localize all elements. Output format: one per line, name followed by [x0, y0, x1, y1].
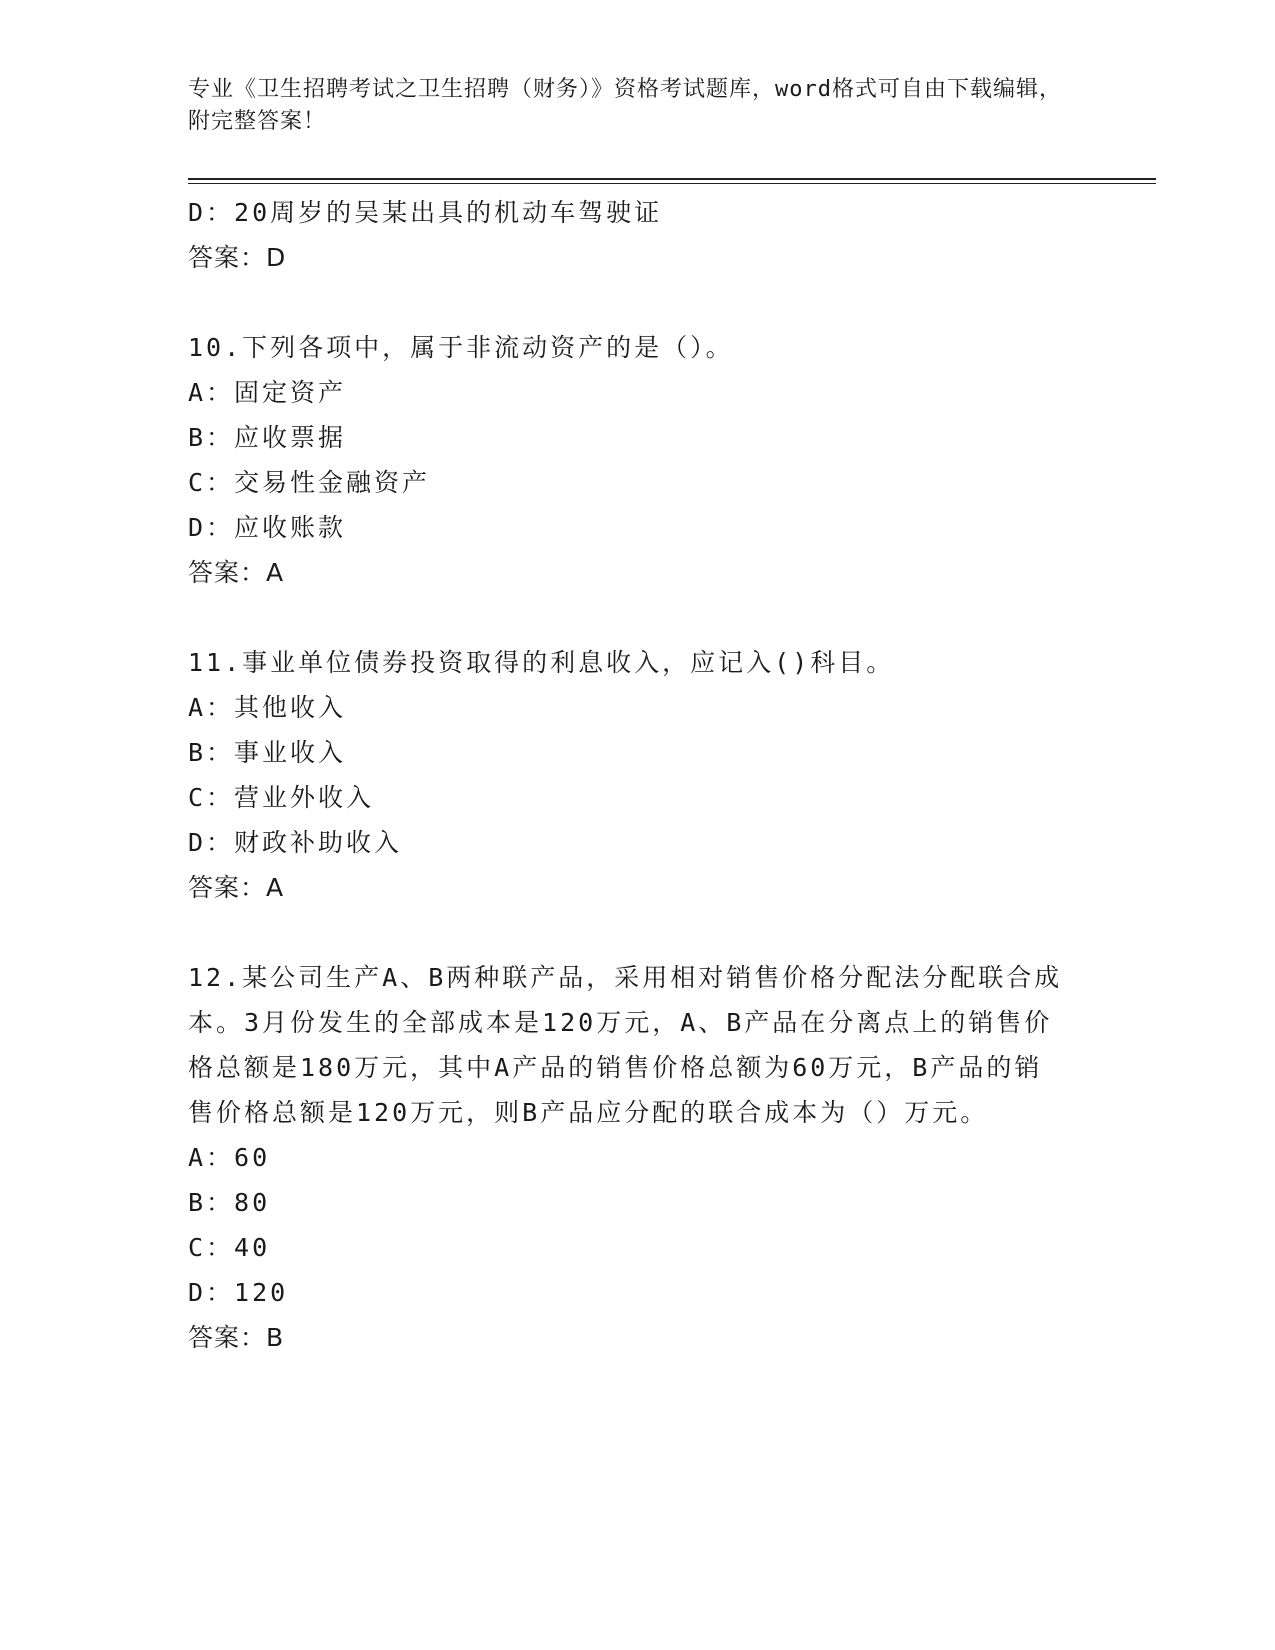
question-11 — [188, 640, 1068, 910]
q12-option-d: D：120 — [188, 1278, 289, 1307]
q11-stem: 11.事业单位债券投资取得的利息收入，应记入()科目。 — [188, 648, 895, 677]
q11-option-b: B：事业收入 — [188, 738, 347, 767]
q10-option-d: D：应收账款 — [188, 513, 347, 542]
q12-option-c: C：40 — [188, 1233, 271, 1262]
q10-stem: 10.下列各项中，属于非流动资产的是（）。 — [188, 333, 734, 362]
header-divider-thin — [188, 183, 1156, 184]
q10-option-a: A：固定资产 — [188, 378, 347, 407]
question-content — [188, 190, 1068, 1360]
q11-option-c: C：营业外收入 — [188, 783, 375, 812]
header-divider-thick — [188, 178, 1156, 180]
spacer — [188, 910, 1068, 955]
q12-stem: 12.某公司生产A、B两种联产品，采用相对销售价格分配法分配联合成本。3月份发生的全部成本是120万元，A、B产品在分离点上的销售价格总额是180万元，其中A产品的销售价格总额为60万元，B产品的销售价格总额是120万元，则B产品应分配的联合成本为（）万元。 — [188, 963, 1063, 1127]
q10-option-c: C：交易性金融资产 — [188, 468, 431, 497]
q12-option-a: A：60 — [188, 1143, 271, 1172]
q9-option-d: D：20周岁的吴某出具的机动车驾驶证 — [188, 198, 663, 227]
q11-option-a: A：其他收入 — [188, 693, 347, 722]
q12-answer: 答案：B — [188, 1323, 285, 1352]
q11-answer: 答案：A — [188, 873, 285, 902]
q9-answer: 答案：D — [188, 243, 287, 272]
question-9-tail — [188, 190, 1068, 280]
q12-option-b: B：80 — [188, 1188, 271, 1217]
q10-answer: 答案：A — [188, 558, 285, 587]
question-10 — [188, 325, 1068, 595]
q10-option-b: B：应收票据 — [188, 423, 347, 452]
document-header: 专业《卫生招聘考试之卫生招聘（财务）》资格考试题库，word格式可自由下载编辑，附完整答案！ — [188, 77, 1062, 134]
q11-option-d: D：财政补助收入 — [188, 828, 403, 857]
spacer — [188, 595, 1068, 640]
spacer — [188, 280, 1068, 325]
question-12 — [188, 955, 1068, 1360]
